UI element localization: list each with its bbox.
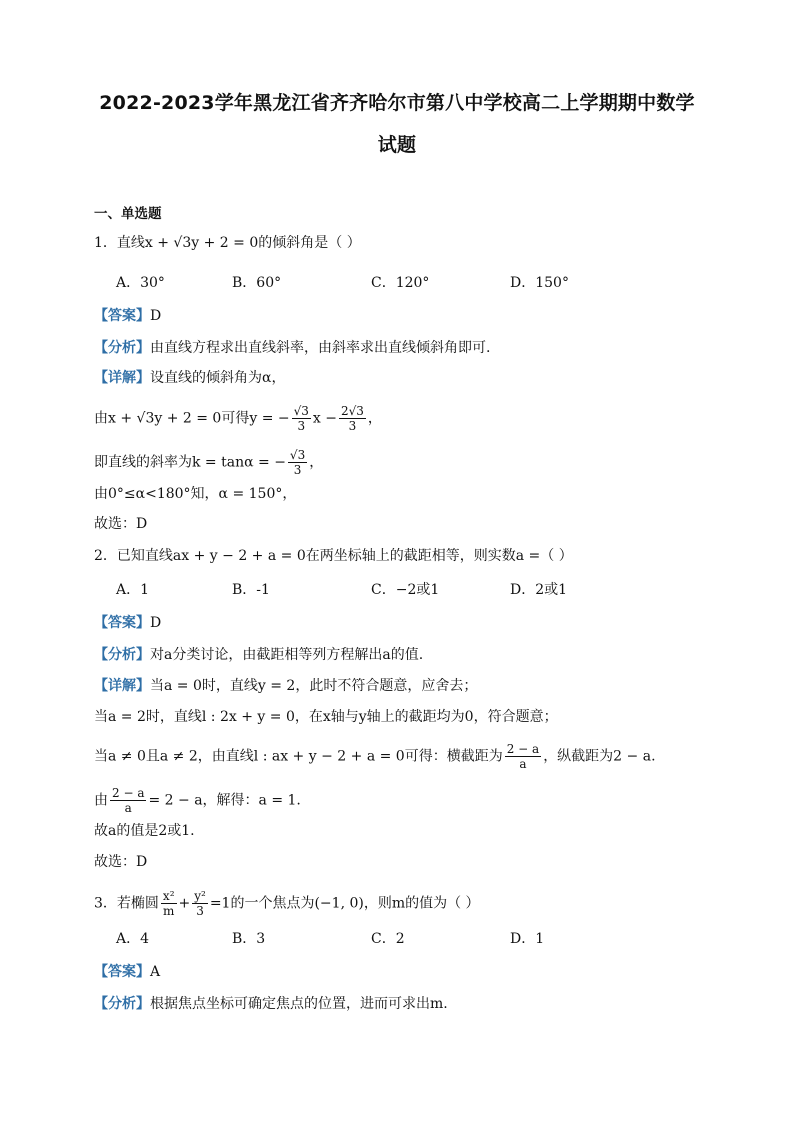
q1-stem: 1．直线x + √3y + 2 = 0的倾斜角是（ ） [94,235,361,251]
fraction [192,889,208,918]
fraction-denominator: 3 [196,904,204,918]
q2-analysis-text: 对a分类讨论，由截距相等列方程解出a的值. [150,647,424,663]
q2-detail-4-pre: 由 [94,792,108,809]
fraction [288,448,307,477]
fraction [339,404,366,433]
answer-label: 【答案】 [94,308,150,324]
fraction-numerator: x² [162,889,175,903]
analysis-label: 【分析】 [94,647,150,663]
q2-detail-1 [94,676,477,696]
q2-detail-4-post: = 2 − a，解得：a = 1. [148,792,301,809]
q1-answer-value: D [150,308,162,324]
fraction [292,404,311,433]
fraction-denominator: m [163,904,175,918]
detail-label: 【详解】 [94,678,150,694]
q1-detail-2-post: ， [367,410,382,427]
q1-answer [94,306,161,326]
document-title-line1: 2022-2023学年黑龙江省齐齐哈尔市第八中学校高二上学期期中数学 [99,92,695,114]
q1-detail-3-post: ， [309,454,324,471]
fraction [110,786,146,815]
fraction-denominator: a [519,757,527,771]
q2-detail-3 [94,742,656,771]
q2-detail-3-post: ，纵截距为2 − a. [543,748,656,765]
q2-option-b: B．-1 [232,582,270,598]
q1-detail-2-mid: x − [312,410,337,427]
fraction [161,889,177,918]
q2-detail-1-text: 当a = 0时，直线y = 2，此时不符合题意，应舍去； [150,678,478,694]
q2-detail-3-pre: 当a ≠ 0且a ≠ 2，由直线l : ax + y − 2 + a = 0可得：横截距为 [94,748,503,765]
q1-option-c: C．120° [371,275,430,291]
answer-label: 【答案】 [94,964,150,980]
q2-answer [94,613,161,633]
fraction-denominator: a [124,801,132,815]
fraction-numerator: √3 [289,448,306,462]
q3-analysis-text: 根据焦点坐标可确定焦点的位置，进而可求出m. [150,996,448,1012]
q2-option-a: A．1 [116,582,150,598]
q1-detail-4: 由0°≤α<180°知，α = 150°， [94,486,297,502]
q1-detail-1-text: 设直线的倾斜角为α， [150,370,286,386]
fraction-numerator: 2 − a [506,742,540,756]
q1-option-b: B．60° [232,275,282,291]
q2-analysis [94,645,423,665]
q1-detail-1 [94,368,285,388]
q3-answer-value: A [150,964,161,980]
fraction-denominator: 3 [293,463,302,477]
q1-detail-3-pre: 即直线的斜率为k = tanα = − [94,454,286,471]
q3-stem-post: =1的一个焦点为(−1, 0)，则m的值为（ ） [209,895,480,912]
analysis-label: 【分析】 [94,340,150,356]
analysis-label: 【分析】 [94,996,150,1012]
q3-answer [94,962,160,982]
answer-label: 【答案】 [94,615,150,631]
q3-stem-pre: 3．若椭圆 [94,895,159,912]
q1-detail-2-pre: 由x + √3y + 2 = 0可得y = − [94,410,290,427]
q1-detail-2 [94,404,382,433]
q1-option-d: D．150° [510,275,569,291]
q2-detail-4 [94,786,301,815]
q3-stem [94,889,480,918]
fraction [505,742,541,771]
q2-choose: 故选：D [94,854,148,870]
detail-label: 【详解】 [94,370,150,386]
fraction-denominator: 3 [297,419,306,433]
q2-stem: 2．已知直线ax + y − 2 + a = 0在两坐标轴上的截距相等，则实数a =（ ） [94,548,573,564]
q3-option-a: A．4 [116,931,150,947]
q1-option-a: A．30° [116,275,165,291]
q1-choose: 故选：D [94,516,148,532]
fraction-numerator: 2√3 [340,404,364,418]
q3-stem-plus: + [178,895,191,912]
q1-analysis-text: 由直线方程求出直线斜率，由斜率求出直线倾斜角即可. [150,340,491,356]
q3-option-c: C．2 [371,931,405,947]
q2-answer-value: D [150,615,162,631]
fraction-numerator: 2 − a [112,786,145,800]
fraction-numerator: √3 [293,404,309,418]
q2-option-c: C．−2或1 [371,582,440,598]
q1-detail-3 [94,448,323,477]
section-heading: 一、单选题 [94,206,162,222]
document-title-line2: 试题 [377,134,417,156]
fraction-numerator: y² [194,889,206,903]
q2-detail-2: 当a = 2时，直线l : 2x + y = 0，在x轴与y轴上的截距均为0，符合题意； [94,709,558,725]
q3-option-d: D．1 [510,931,545,947]
fraction-denominator: 3 [348,419,357,433]
q3-analysis [94,994,448,1014]
q2-detail-5: 故a的值是2或1. [94,823,195,839]
q1-analysis [94,338,490,358]
q3-option-b: B．3 [232,931,266,947]
q2-option-d: D．2或1 [510,582,568,598]
